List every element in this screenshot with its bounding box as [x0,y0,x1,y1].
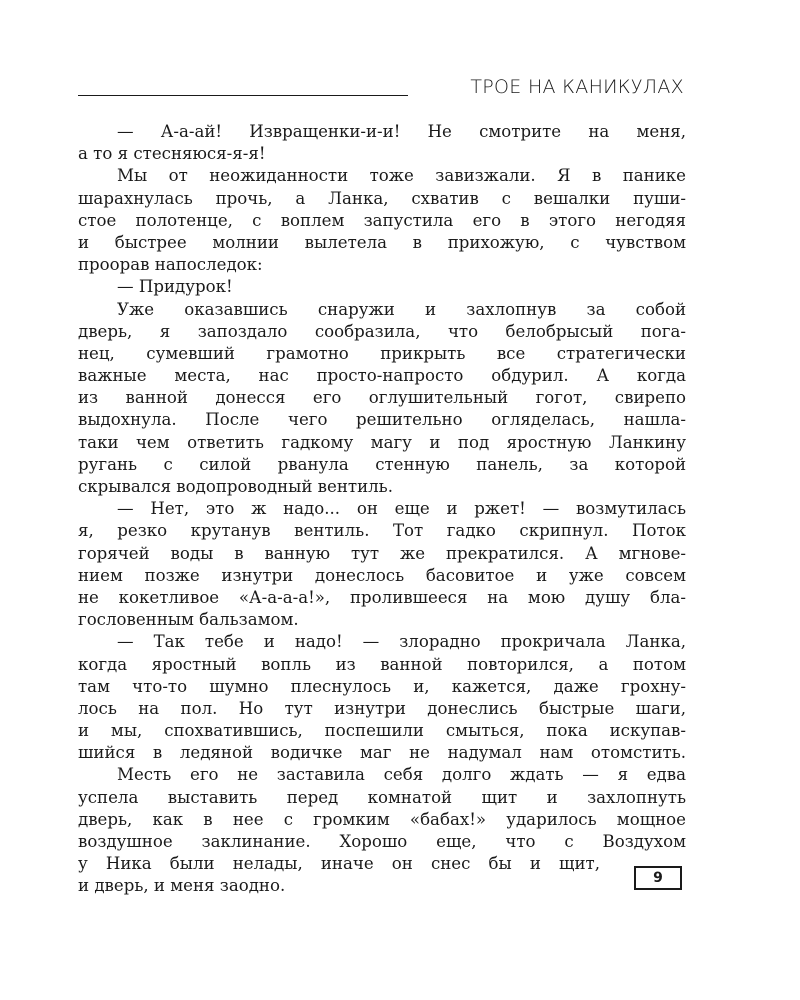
text-line: из ванной донесся его оглушительный гогот, свирепо [78,388,686,408]
text-line: я, резко крутанув вентиль. Тот гадко скрипнул. Поток [78,521,686,541]
page-body [78,121,686,898]
text-line: Мы от неожиданности тоже завизжали. Я в панике [117,166,686,186]
running-header [78,76,684,100]
text-line: воздушное заклинание. Хорошо еще, что с Воздухом [78,832,686,851]
text-line: дверь, как в нее с громким «бабах!» ударилось мощное [78,809,686,829]
text-line: а то я стесняюся-я-я! [78,144,266,164]
text-line: скрывался водопроводный вентиль. [78,477,393,496]
book-title: ТРОЕ НА КАНИКУЛАХ [470,76,684,98]
text-line: таки чем ответить гадкому магу и под яростную Ланкину [78,432,686,452]
text-line: Уже оказавшись снаружи и захлопнув за собой [117,299,686,319]
text-line: Месть его не заставила себя долго ждать — я едва [117,765,686,785]
text-line: проорав напоследок: [78,255,263,275]
text-line: — А-а-ай! Извращенки-и-и! Не смотрите на меня, [117,122,686,141]
text-line: и дверь, и меня заодно. [78,876,286,896]
text-line: — Придурок! [117,277,233,297]
text-line: лось на пол. Но тут изнутри донеслись быстрые шаги, [78,698,686,718]
text-line: шийся в ледяной водичке маг не надумал нам отомстить. [78,743,686,763]
text-line: горячей воды в ванную тут же прекратился. А мгнове- [78,543,686,563]
text-line: стое полотенце, с воплем запустила его в этого негодяя [78,210,686,230]
text-line: и мы, спохватившись, поспешили смыться, пока искупав- [78,721,686,741]
text-line: шарахнулась прочь, а Ланка, схватив с вешалки пуши- [78,188,686,208]
header-rule [78,95,408,96]
text-line: там что-то шумно плеснулось и, кажется, даже грохну- [78,676,686,696]
text-line: не кокетливое «А-а-а-а!», пролившееся на мою душу бла- [78,587,686,607]
text-line: успела выставить перед комнатой щит и захлопнуть [78,787,686,807]
text-line: гословенным бальзамом. [78,610,299,630]
text-line: важные места, нас просто-напросто обдурил. А когда [78,366,686,386]
text-line: у Ника были нелады, иначе он снес бы и щит, [78,854,600,874]
text-line: и быстрее молнии вылетела в прихожую, с чувством [78,232,686,252]
text-line: нием позже изнутри донеслось басовитое и уже совсем [78,565,686,585]
text-line: дверь, я запоздало сообразила, что белобрысый пога- [78,321,686,341]
text-line: когда яростный вопль из ванной повторился, а потом [78,654,686,674]
text-line: выдохнула. После чего решительно огляделась, нашла- [78,410,686,430]
text-line: нец, сумевший грамотно прикрыть все стратегически [78,343,686,363]
page-number: 9 [634,866,682,890]
text-line: ругань с силой рванула стенную панель, за которой [78,454,686,474]
text-line: — Нет, это ж надо... он еще и ржет! — возмутилась [117,499,686,519]
text-line: — Так тебе и надо! — злорадно прокричала Ланка, [117,632,686,652]
